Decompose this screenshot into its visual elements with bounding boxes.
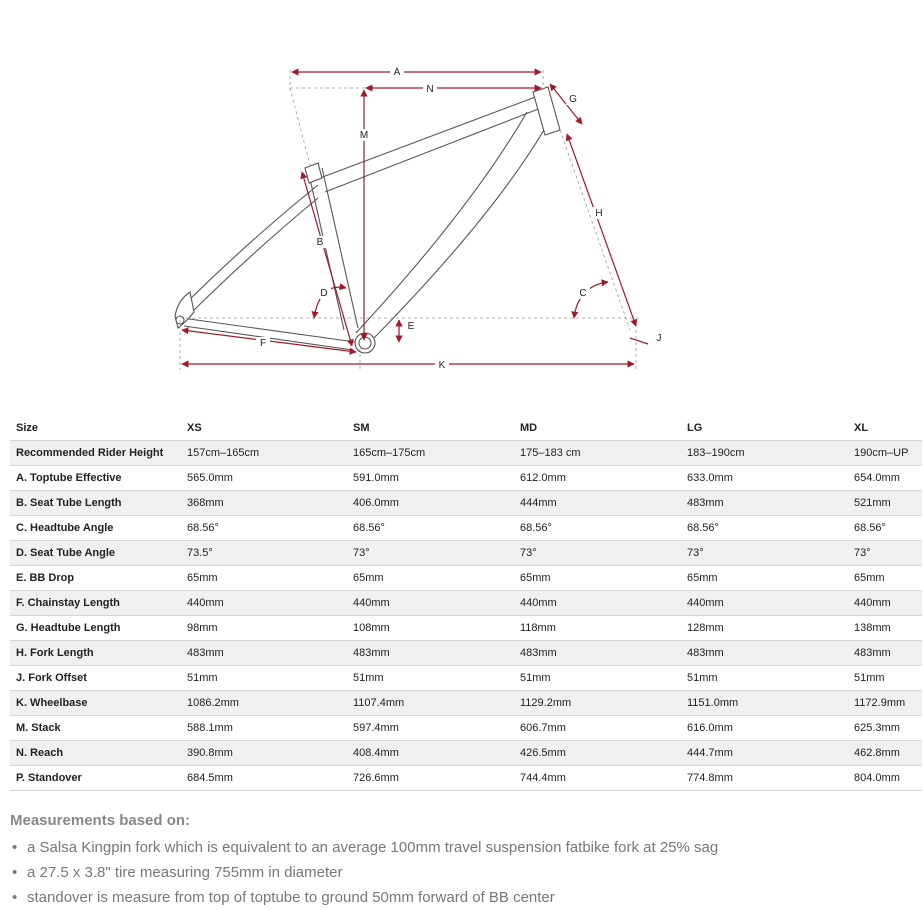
table-cell: 165cm–175cm (347, 441, 514, 466)
row-label: G. Headtube Length (10, 616, 181, 641)
header-cell-size-name: XL (848, 416, 922, 441)
row-label: F. Chainstay Length (10, 591, 181, 616)
table-cell: 68.56° (848, 516, 922, 541)
measurement-notes (10, 812, 910, 910)
table-cell: 633.0mm (681, 466, 848, 491)
table-cell: 51mm (514, 666, 681, 691)
table-cell: 98mm (181, 616, 347, 641)
row-label: A. Toptube Effective (10, 466, 181, 491)
table-row (10, 516, 922, 541)
label-D: D (320, 288, 328, 299)
table-cell: 51mm (347, 666, 514, 691)
table-row (10, 591, 922, 616)
table-cell: 128mm (681, 616, 848, 641)
label-J: J (656, 333, 662, 344)
table-cell: 157cm–165cm (181, 441, 347, 466)
table-cell: 726.6mm (347, 766, 514, 791)
row-label: P. Standover (10, 766, 181, 791)
table-row (10, 541, 922, 566)
label-M: M (359, 130, 369, 141)
table-row (10, 466, 922, 491)
note-item: • standover is measure from top of toptube to ground 50mm forward of BB center (10, 885, 910, 910)
table-cell: 65mm (514, 566, 681, 591)
label-H: H (595, 208, 603, 219)
table-cell: 190cm–UP (848, 441, 922, 466)
table-cell: 1086.2mm (181, 691, 347, 716)
geometry-table (10, 416, 922, 791)
table-cell: 73° (681, 541, 848, 566)
table-cell: 183–190cm (681, 441, 848, 466)
row-label: H. Fork Length (10, 641, 181, 666)
row-label: K. Wheelbase (10, 691, 181, 716)
table-cell: 444mm (514, 491, 681, 516)
table-cell: 591.0mm (347, 466, 514, 491)
table-cell: 51mm (848, 666, 922, 691)
label-F: F (259, 338, 267, 349)
table-header-row (10, 416, 922, 441)
table-row (10, 666, 922, 691)
table-cell: 68.56° (514, 516, 681, 541)
table-cell: 65mm (681, 566, 848, 591)
label-G: G (569, 94, 577, 105)
table-cell: 774.8mm (681, 766, 848, 791)
table-cell: 51mm (181, 666, 347, 691)
table-cell: 68.56° (181, 516, 347, 541)
header-cell-size-name: MD (514, 416, 681, 441)
header-cell-size-name: LG (681, 416, 848, 441)
geometry-diagram (0, 0, 923, 390)
row-label: C. Headtube Angle (10, 516, 181, 541)
table-row (10, 566, 922, 591)
table-cell: 597.4mm (347, 716, 514, 741)
table-cell: 483mm (514, 641, 681, 666)
table-cell: 1129.2mm (514, 691, 681, 716)
table-cell: 440mm (514, 591, 681, 616)
table-cell: 408.4mm (347, 741, 514, 766)
table-cell: 588.1mm (181, 716, 347, 741)
table-cell: 804.0mm (848, 766, 922, 791)
table-cell: 606.7mm (514, 716, 681, 741)
note-item: • a 27.5 x 3.8" tire measuring 755mm in diameter (10, 860, 910, 885)
notes-list (10, 835, 910, 910)
table-row (10, 641, 922, 666)
table-cell: 565.0mm (181, 466, 347, 491)
table-cell: 118mm (514, 616, 681, 641)
table-row (10, 691, 922, 716)
row-label: M. Stack (10, 716, 181, 741)
label-E: E (407, 321, 415, 332)
table-cell: 68.56° (681, 516, 848, 541)
table-cell: 440mm (681, 591, 848, 616)
table-cell: 440mm (181, 591, 347, 616)
table-cell: 625.3mm (848, 716, 922, 741)
label-C: C (579, 288, 587, 299)
table-row (10, 441, 922, 466)
row-label: E. BB Drop (10, 566, 181, 591)
bike-frame (175, 87, 560, 353)
label-A: A (393, 67, 401, 78)
note-item: • a Salsa Kingpin fork which is equivalent to an average 100mm travel suspension fatbike fork at 25% sag (10, 835, 910, 860)
header-cell-size: Size (10, 416, 181, 441)
table-cell: 73° (347, 541, 514, 566)
table-row (10, 491, 922, 516)
table-cell: 138mm (848, 616, 922, 641)
table-cell: 1151.0mm (681, 691, 848, 716)
header-cell-size-name: XS (181, 416, 347, 441)
table-cell: 444.7mm (681, 741, 848, 766)
table-cell: 426.5mm (514, 741, 681, 766)
row-label: J. Fork Offset (10, 666, 181, 691)
table-cell: 483mm (347, 641, 514, 666)
table-cell: 521mm (848, 491, 922, 516)
table-cell: 462.8mm (848, 741, 922, 766)
label-B: B (316, 237, 324, 248)
table-cell: 73.5° (181, 541, 347, 566)
table-cell: 73° (848, 541, 922, 566)
table-cell: 744.4mm (514, 766, 681, 791)
row-label: N. Reach (10, 741, 181, 766)
label-N: N (426, 84, 434, 95)
table-cell: 1107.4mm (347, 691, 514, 716)
table-row (10, 716, 922, 741)
table-cell: 108mm (347, 616, 514, 641)
table-cell: 684.5mm (181, 766, 347, 791)
table-cell: 390.8mm (181, 741, 347, 766)
table-cell: 483mm (681, 491, 848, 516)
table-cell: 65mm (347, 566, 514, 591)
label-K: K (438, 360, 446, 371)
table-row (10, 766, 922, 791)
table-cell: 68.56° (347, 516, 514, 541)
table-cell: 483mm (181, 641, 347, 666)
table-cell: 483mm (681, 641, 848, 666)
table-cell: 175–183 cm (514, 441, 681, 466)
table-cell: 406.0mm (347, 491, 514, 516)
notes-title: Measurements based on: (10, 812, 191, 829)
table-cell: 440mm (347, 591, 514, 616)
table-cell: 616.0mm (681, 716, 848, 741)
table-cell: 65mm (181, 566, 347, 591)
table-cell: 654.0mm (848, 466, 922, 491)
header-cell-size-name: SM (347, 416, 514, 441)
row-label: B. Seat Tube Length (10, 491, 181, 516)
table-cell: 440mm (848, 591, 922, 616)
table-cell: 612.0mm (514, 466, 681, 491)
table-cell: 1172.9mm (848, 691, 922, 716)
table-cell: 51mm (681, 666, 848, 691)
dimension-lines (182, 72, 648, 364)
row-label: D. Seat Tube Angle (10, 541, 181, 566)
table-cell: 65mm (848, 566, 922, 591)
table-row (10, 616, 922, 641)
row-label: Recommended Rider Height (10, 441, 181, 466)
table-cell: 368mm (181, 491, 347, 516)
table-row (10, 741, 922, 766)
table-cell: 73° (514, 541, 681, 566)
table-cell: 483mm (848, 641, 922, 666)
